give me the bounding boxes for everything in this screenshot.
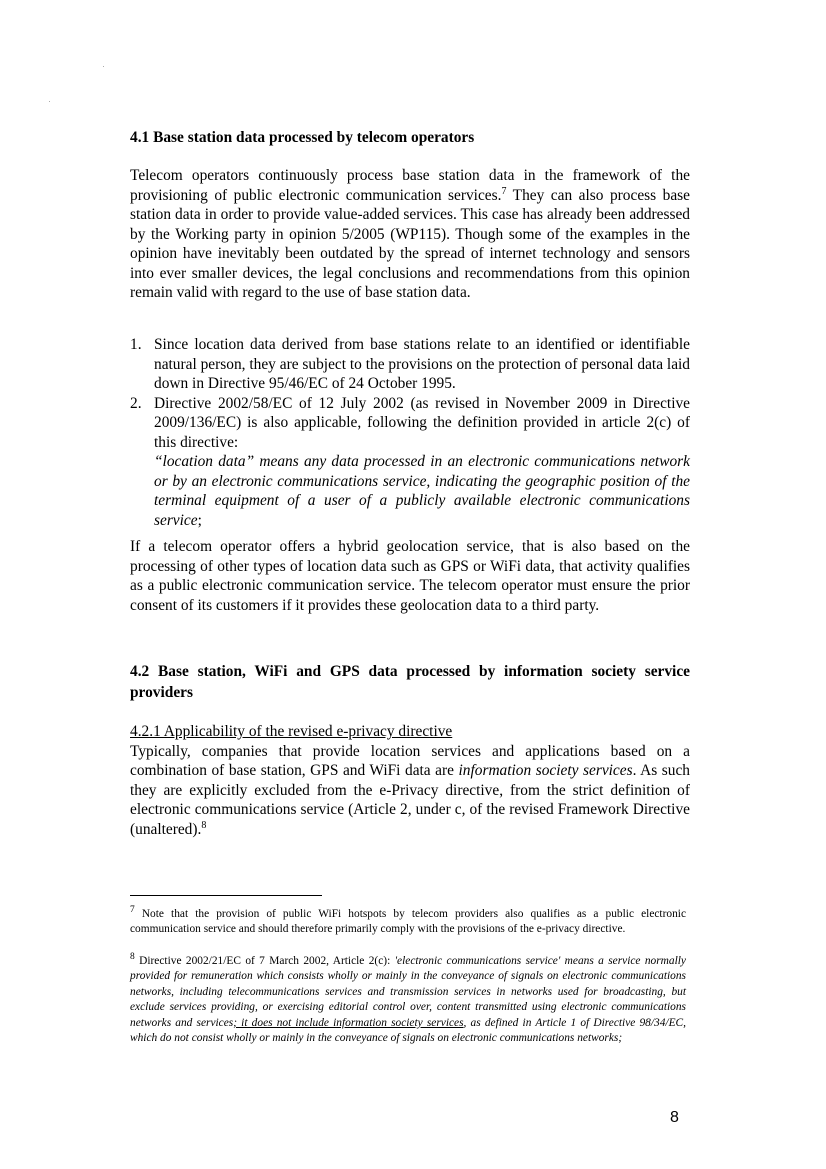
footnote-8 xyxy=(130,950,686,1047)
list-item xyxy=(130,335,690,394)
list-item-text: Directive 2002/58/EC of 12 July 2002 (as revised in November 2009 in Directive 2009/136/EC) is also applicable, following the definition provided in article 2(c) of this directive: xyxy=(154,394,690,451)
para-4-2-1-text-b: . As such they are explicitly excluded from the e-Privacy directive, from the strict definition of electronic communications service (Article 2, under c, of the revised Framework Directive (unaltered). xyxy=(130,762,690,838)
para1-text-a: Telecom operators continuously process base station data in the framework of the provisioning of public electronic communication services. xyxy=(130,167,690,204)
footnote-7-text: Note that the provision of public WiFi hotspots by telecom providers also qualifies as a public electronic communication service and should therefore primarily comply with the provisions of the e-privacy directive. xyxy=(130,907,686,936)
page-number: 8 xyxy=(670,1109,679,1126)
footnote-8-text-italic: 'electronic communications service' means a service normally provided for remuneration which consists wholly or mainly in the conveyance of signals on electronic communications networks, including telecommunications services and transmission services in networks used for broadcasting, but exclude services providing, or exercising editorial control over, content transmitted using electronic communications networks and services xyxy=(130,954,686,1029)
section-4-1-heading: 4.1 Base station data processed by telecom operators xyxy=(130,129,475,146)
section-4-2-heading: 4.2 Base station, WiFi and GPS data processed by information society service providers xyxy=(130,663,690,701)
list-item-number: 2. xyxy=(130,394,142,412)
numbered-list xyxy=(130,335,690,530)
footnote-ref-8: 8 xyxy=(201,819,207,831)
scan-speck xyxy=(103,66,104,67)
definition-quote: “location data” means any data processed in an electronic communications network or by an electronic communications service, indicating the geographic position of the terminal equipment of a user of a publicly available electronic communications service xyxy=(154,453,690,529)
footnote-ref-7: 7 xyxy=(501,185,507,197)
footnote-separator xyxy=(130,895,322,896)
para1-text-b: They can also process base station data in order to provide value-added services. This case has already been addressed by the Working party in opinion 5/2005 (WP115). Though some of the examples in the opinion have inevitably been outdated by the spread of internet technology and sensors into ever smaller devices, the legal conclusions and recommendations from this opinion remain valid with regard to the use of base station data. xyxy=(130,186,690,301)
section-4-1-paragraph-2 xyxy=(130,537,690,615)
section-4-2-1-block xyxy=(130,722,690,839)
section-4-2-heading-block xyxy=(130,661,690,703)
para-4-2-1-emphasis: information society services xyxy=(458,762,633,779)
definition-end: ; xyxy=(197,511,202,529)
location-data-definition xyxy=(154,452,690,530)
para2-text: If a telecom operator offers a hybrid geolocation service, that is also based on the processing of other types of location data such as GPS or WiFi data, that activity qualifies as a public electronic communication service. The telecom operator must ensure the prior consent of its customers if it provides these geolocation data to a third party. xyxy=(130,538,690,614)
footnote-7-number: 7 xyxy=(130,905,135,915)
footnote-7 xyxy=(130,903,686,938)
section-4-1-paragraph-1 xyxy=(130,166,690,303)
list-item xyxy=(130,394,690,531)
section-4-1-heading-block xyxy=(130,127,690,148)
footnote-8-number: 8 xyxy=(130,952,135,962)
para-4-2-1-text-a: Typically, companies that provide location services and applications based on a combination of base station, GPS and WiFi data are xyxy=(130,742,690,779)
list-item-number: 1. xyxy=(130,336,142,353)
list-item-text: Since location data derived from base stations relate to an identified or identifiable natural person, they are subject to the provisions on the protection of personal data laid down in Directive 95/46/EC of 24 October 1995. xyxy=(154,336,690,392)
scan-speck xyxy=(49,101,50,102)
subsection-4-2-1-heading: 4.2.1 Applicability of the revised e-privacy directive xyxy=(130,723,453,740)
footnote-8-underlined: ; it does not include information society services xyxy=(233,1016,464,1029)
footnote-8-text-plain: Directive 2002/21/EC of 7 March 2002, Article 2(c): xyxy=(134,954,395,967)
footnote-8-tail: , as defined in Article 1 of Directive 98/34/EC, which do not consist wholly or mainly in the conveyance of signals on electronic communications networks; xyxy=(130,1016,686,1045)
